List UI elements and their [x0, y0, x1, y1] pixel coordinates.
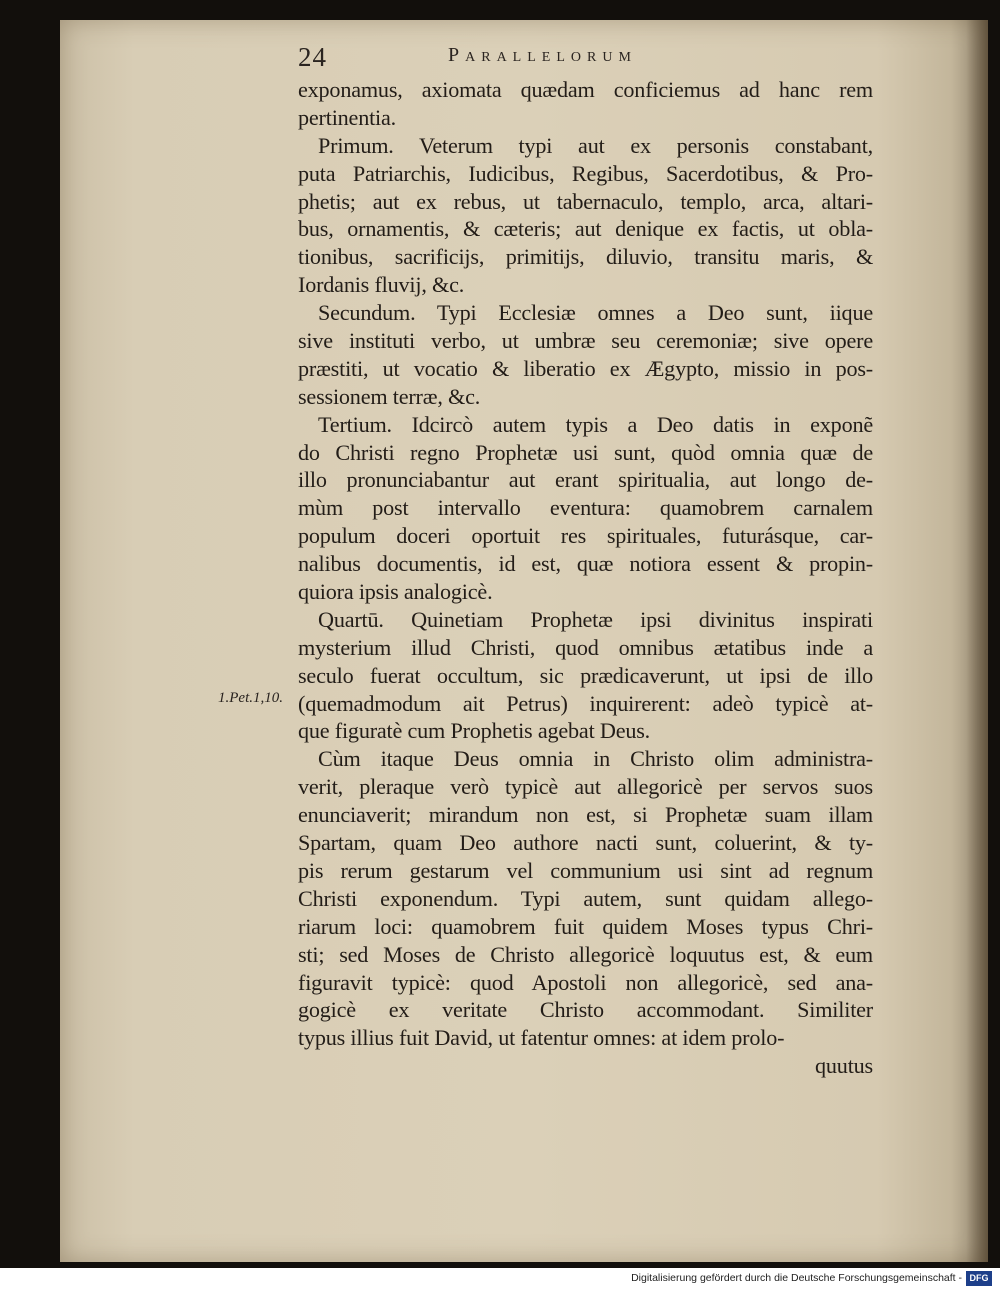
text-line: tionibus, sacrificijs, primitijs, diluvio, transitu maris, &	[298, 244, 873, 270]
footer-credit: Digitalisierung gefördert durch die Deutsche Forschungsgemeinschaft -	[631, 1272, 962, 1284]
text-line: sti; sed Moses de Christo allegoricè loquutus est, & eum	[298, 941, 873, 967]
margin-note: 1.Pet.1,10.	[218, 690, 283, 706]
text-line: pertinentia.	[298, 104, 397, 130]
text-line: do Christi regno Prophetæ usi sunt, quòd omnia quæ de	[298, 439, 873, 465]
text-line: populum doceri oportuit res spirituales, futurásque, car-	[298, 523, 873, 549]
text-line: Cùm itaque Deus omnia in Christo olim administra-	[318, 746, 873, 772]
text-line: quiora ipsis analogicè.	[298, 579, 493, 605]
text-line: exponamus, axiomata quædam conficiemus ad hanc rem	[298, 77, 873, 102]
text-line: sessionem terræ, &c.	[298, 383, 481, 409]
text-line: typus illius fuit David, ut fatentur omnes: at idem prolo-	[298, 1025, 785, 1051]
text-line: mùm post intervallo eventura: quamobrem carnalem	[298, 495, 873, 521]
body-text	[298, 76, 873, 1080]
text-line: phetis; aut ex rebus, ut tabernaculo, templo, arca, altari-	[298, 188, 873, 214]
text-line: nalibus documentis, id est, quæ notiora essent & propin-	[298, 551, 873, 577]
text-line: verit, pleraque verò typicè aut allegoricè per servos suos	[298, 774, 873, 800]
text-line: enunciaverit; mirandum non est, si Prophetæ suam illam	[298, 802, 873, 828]
text-line: Primum. Veterum typi aut ex personis constabant,	[318, 132, 873, 158]
text-line: gogicè ex veritate Christo accommodant. Similiter	[298, 997, 873, 1023]
text-line: præstiti, ut vocatio & liberatio ex Ægypto, missio in pos-	[298, 355, 873, 381]
text-line: figuravit typicè: quod Apostoli non allegoricè, sed ana-	[298, 969, 873, 995]
text-line: illo pronunciabantur aut erant spiritualia, aut longo de-	[298, 467, 873, 493]
text-line: mysterium illud Christi, quod omnibus ætatibus inde a	[298, 634, 873, 660]
page-number: 24	[298, 42, 327, 72]
running-title: Parallelorum	[448, 44, 637, 66]
text-line: Tertium. Idcircò autem typis a Deo datis in exponẽ	[318, 411, 873, 437]
text-line: puta Patriarchis, Iudicibus, Regibus, Sacerdotibus, & Pro-	[298, 160, 873, 186]
page-gutter-shadow	[966, 20, 988, 1262]
catchword: quutus	[815, 1053, 873, 1079]
text-line: Iordanis fluvij, &c.	[298, 272, 465, 298]
text-line: Secundum. Typi Ecclesiæ omnes a Deo sunt, iique	[318, 300, 873, 326]
text-line: Spartam, quam Deo authore nacti sunt, coluerint, & ty-	[298, 830, 873, 856]
text-line: riarum loci: quamobrem fuit quidem Moses typus Chri-	[298, 913, 873, 939]
text-line: que figuratè cum Prophetis agebat Deus.	[298, 718, 651, 744]
text-line: seculo fuerat occultum, sic prædicaverunt, ut ipsi de illo	[298, 662, 873, 688]
text-line: sive instituti verbo, ut umbræ seu ceremoniæ; sive opere	[298, 328, 873, 354]
text-line: Christi exponendum. Typi autem, sunt quidam allego-	[298, 885, 873, 911]
running-head	[298, 42, 858, 76]
text-line: Quartū. Quinetiam Prophetæ ipsi divinitus inspirati	[318, 606, 873, 632]
dfg-logo-icon: DFG	[966, 1271, 992, 1286]
text-line: pis rerum gestarum vel communium usi sint ad regnum	[298, 857, 873, 883]
text-line: (quemadmodum ait Petrus) inquirerent: adeò typicè at-	[298, 690, 873, 716]
footer-bar	[0, 1268, 1000, 1291]
text-line: bus, ornamentis, & cæteris; aut denique ex factis, ut obla-	[298, 216, 873, 242]
